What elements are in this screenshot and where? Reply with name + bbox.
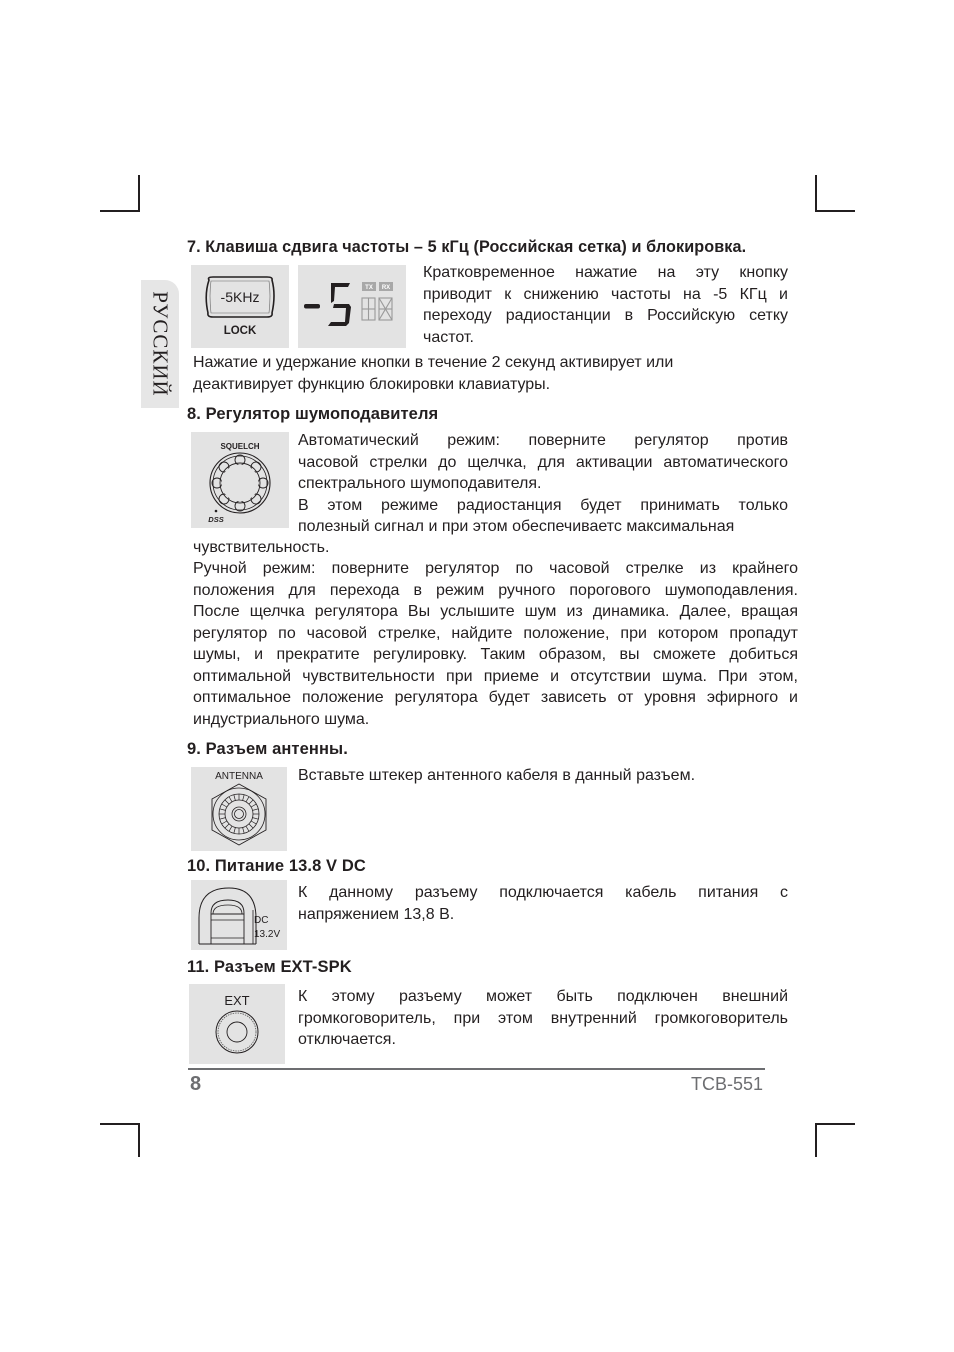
section-8-paragraph-2	[193, 558, 798, 730]
text-line: положения для перехода в режим ручного порогового шумоподавления.	[193, 581, 798, 599]
dc-power-connector-icon	[191, 880, 287, 950]
crop-mark-bottom-right-h	[815, 1123, 855, 1125]
antenna-tick	[229, 797, 232, 802]
antenna-tick	[249, 824, 253, 828]
crop-mark-top-right-v	[815, 175, 817, 211]
language-side-tab	[141, 280, 179, 408]
lock-label: LOCK	[223, 325, 257, 337]
section-8-heading: 8. Регулятор шумоподавителя	[187, 405, 439, 423]
antenna-figure	[191, 767, 287, 851]
squelch-knob-figure	[191, 432, 289, 528]
text-line: регулятор по часовой стрелке, найдите положение, при котором пропадут	[193, 624, 798, 642]
crop-mark-bottom-right-v	[815, 1123, 817, 1157]
crop-mark-bottom-left-h	[100, 1123, 140, 1125]
text-line: К данному разъему подключается кабель питания с	[298, 884, 788, 901]
antenna-tick	[253, 818, 259, 820]
page-number: 8	[190, 1073, 202, 1095]
text-line: приводит к снижению частоты на -5 КГц и	[423, 285, 788, 303]
section-7-heading: 7. Клавиша сдвига частоты – 5 кГц (Российская сетка) и блокировка.	[187, 238, 747, 256]
antenna-label: ANTENNA	[215, 771, 263, 782]
dc-label: DC	[254, 915, 269, 926]
text-line: полезный сигнал и при этом обеспечиваетс максимальная	[298, 518, 735, 535]
section-9-heading: 9. Разъем антенны.	[187, 740, 348, 758]
section-8-paragraph-tail	[193, 537, 793, 559]
text-line: Автоматический режим: поверните регулятор против	[298, 432, 788, 449]
antenna-tick	[222, 821, 227, 824]
section-10-heading: 10. Питание 13.8 V DC	[187, 857, 366, 875]
section-11-heading: 11. Разъем EXT-SPK	[187, 958, 352, 976]
ext-label: EXT	[224, 993, 250, 1008]
section-7-paragraph	[423, 262, 788, 348]
antenna-tick	[243, 795, 245, 801]
text-line: Кратковременное нажатие на эту кнопку	[423, 264, 788, 281]
text-line: деактивирует функцию блокировки клавиатуры.	[193, 375, 551, 393]
antenna-tick	[251, 804, 256, 807]
language-label: РУССКИЙ	[148, 291, 173, 397]
crop-mark-bottom-left-v	[138, 1123, 140, 1157]
text-line: Нажатие и удержание кнопки в течение 2 секунд активирует или	[193, 354, 674, 371]
antenna-tick	[243, 828, 245, 834]
text-line: индустриального шума.	[193, 710, 370, 728]
section-10-paragraph	[298, 882, 788, 925]
shift-5khz-lock-button-icon	[191, 265, 289, 348]
tx-indicator: TX	[365, 285, 373, 291]
antenna-tick	[220, 818, 226, 820]
antenna-tick	[222, 804, 227, 807]
text-line: Ручной режим: поверните регулятор по часовой стрелке из крайнего	[193, 560, 798, 577]
text-line: переходу радиостанции в Российскую сетку	[423, 307, 788, 324]
antenna-tick	[220, 809, 226, 811]
antenna-tick	[225, 824, 229, 828]
crop-mark-top-left-v	[138, 175, 140, 211]
text-line: отключается.	[298, 1031, 396, 1048]
text-line: Вставьте штекер антенного кабеля в данный разъем.	[298, 767, 696, 784]
antenna-tick	[249, 800, 253, 804]
section-8-paragraph	[298, 430, 788, 538]
lcd-display-icon	[298, 265, 406, 348]
section-9-paragraph	[298, 765, 788, 787]
lcd-display-figure	[298, 265, 406, 348]
text-line: оптимальное положение регулятора будет зависеть от уровня эфирного и	[193, 689, 798, 706]
dc-power-figure	[191, 880, 287, 950]
antenna-tick	[253, 809, 259, 811]
text-line: оптимальной чувствительности при приеме и отсутствии шума. При этом,	[193, 667, 798, 685]
antenna-connector-icon	[191, 767, 287, 851]
antenna-tick	[251, 821, 256, 824]
antenna-tick	[234, 828, 236, 834]
lock-button-figure	[191, 265, 289, 348]
squelch-label: SQUELCH	[220, 442, 260, 451]
section-7-paragraph-2	[193, 352, 793, 395]
rx-indicator: RX	[381, 285, 391, 291]
text-line: частот.	[423, 328, 474, 346]
antenna-tick	[246, 826, 249, 831]
footer-divider	[188, 1068, 765, 1070]
text-line: спектрального шумоподавителя.	[298, 475, 542, 492]
text-line: После щелчка регулятора Вы услышите шум из динамика. Далее, вращая	[193, 603, 798, 620]
crop-mark-top-left-h	[100, 210, 140, 212]
text-line: чувствительность.	[193, 539, 330, 556]
text-line: В этом режиме радиостанция будет принимать только	[298, 496, 788, 514]
text-line: напряжением 13,8 В.	[298, 905, 455, 923]
antenna-tick	[229, 826, 232, 831]
squelch-knob-icon	[191, 432, 289, 528]
text-line: громкоговоритель, при этом внутренний громкоговоритель	[298, 1009, 788, 1027]
model-name: TCB-551	[690, 1074, 763, 1094]
text-line: К этому разъему может быть подключен внешний	[298, 988, 788, 1005]
voltage-label: 13.2V	[254, 929, 281, 940]
crop-mark-top-right-h	[815, 210, 855, 212]
dss-label: DSS	[208, 515, 224, 524]
antenna-tick	[234, 795, 236, 801]
ext-speaker-jack-icon	[189, 984, 285, 1064]
antenna-tick	[246, 797, 249, 802]
text-line: шумы, и прекратите регулировку. Таким образом, вы сможете добиться	[193, 646, 798, 663]
ext-speaker-figure	[189, 984, 285, 1064]
section-11-paragraph	[298, 986, 788, 1051]
antenna-tick	[225, 800, 229, 804]
button-label: -5KHz	[220, 289, 260, 305]
text-line: часовой стрелки до щелчка, для активации автоматического	[298, 453, 788, 471]
